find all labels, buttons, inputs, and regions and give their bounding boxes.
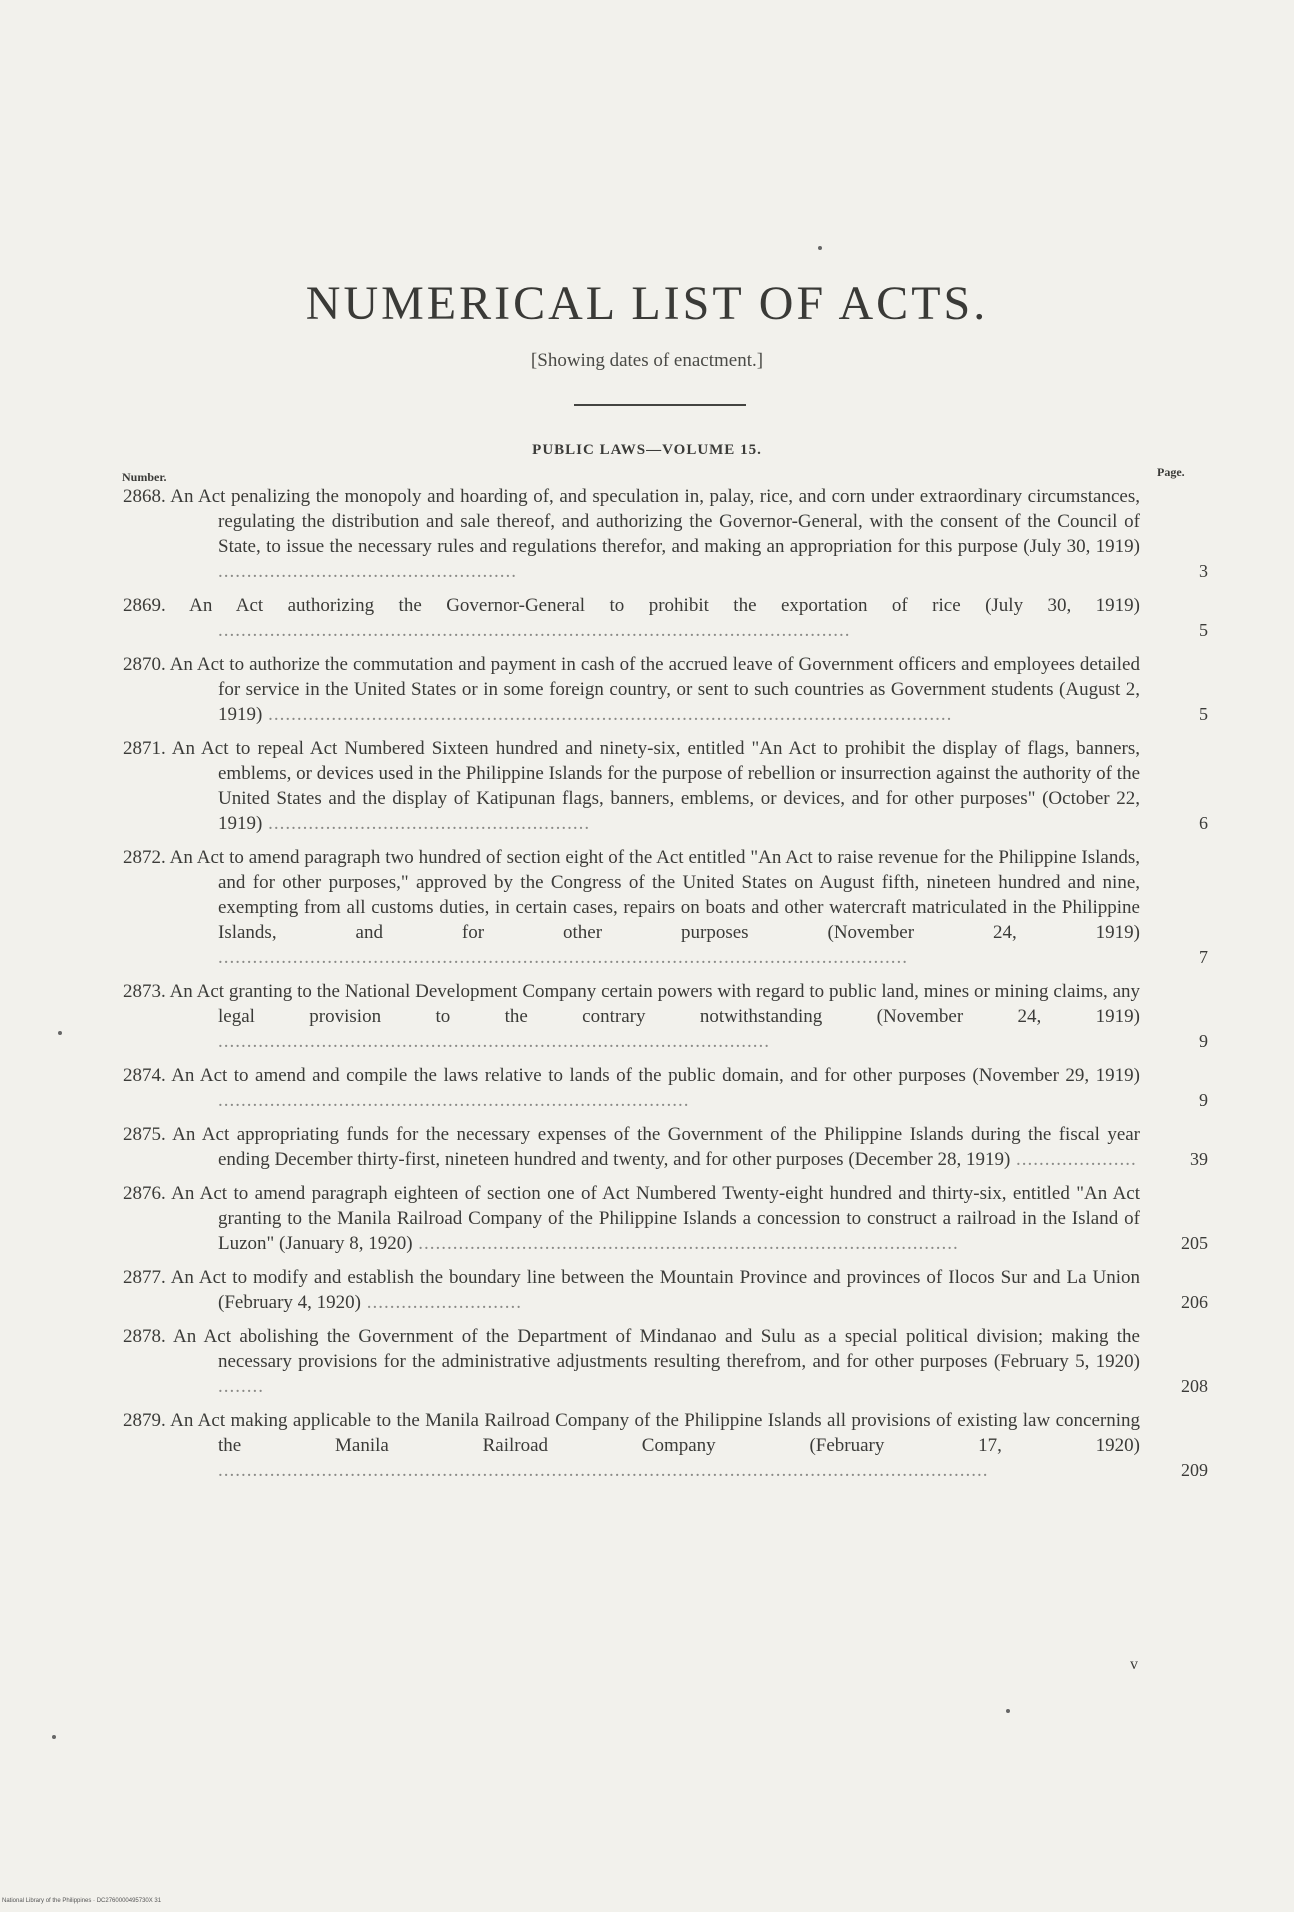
- act-number: 2870.: [123, 654, 166, 675]
- list-item: [0, 1063, 1294, 1113]
- leader-dots: ..............................................................................................................: [218, 620, 851, 641]
- list-item: [0, 1122, 1294, 1172]
- act-text: An Act granting to the National Development Company certain powers with regard to public land, mines or mining claims, any legal provision to the contrary notwithstanding (November 24, 1919): [169, 981, 1141, 1027]
- act-page: 206: [1181, 1292, 1208, 1312]
- act-page: 6: [1199, 813, 1208, 833]
- act-text: An Act to amend paragraph two hundred of section eight of the Act entitled "An Act to raise revenue for the Philippine Islands, and for other purposes," approved by the Congress of the United States on August fifth, nineteen hundred and nine, exempting from all customs duties, in certain cases, repairs on boats and other watercraft matriculated in the Philippine Islands, and for other purposes (November 24, 1919): [169, 847, 1141, 943]
- list-item: [0, 652, 1294, 727]
- act-page: 205: [1181, 1233, 1208, 1253]
- act-number: 2879.: [123, 1410, 166, 1431]
- acts-list: [0, 484, 1294, 1492]
- title-divider: [574, 404, 746, 406]
- act-number: 2875.: [123, 1124, 166, 1145]
- act-text: An Act to modify and establish the boundary line between the Mountain Province and provinces of Ilocos Sur and La Union (February 4, 1920): [170, 1267, 1140, 1313]
- act-number: 2872.: [123, 847, 166, 868]
- list-item: [0, 1408, 1294, 1483]
- act-page: 3: [1199, 561, 1208, 581]
- list-item: [0, 484, 1294, 584]
- scan-footer: National Library of the Philippines · DC2760000495730X 31: [2, 1898, 162, 1904]
- act-page: 9: [1199, 1090, 1208, 1110]
- list-item: [0, 593, 1294, 643]
- page-title: NUMERICAL LIST OF ACTS.: [305, 277, 989, 330]
- section-heading: PUBLIC LAWS—VOLUME 15.: [532, 442, 762, 458]
- act-number: 2874.: [123, 1065, 166, 1086]
- leader-dots: ........................................................: [262, 813, 591, 834]
- list-item: [0, 845, 1294, 970]
- act-text: An Act to amend and compile the laws relative to lands of the public domain, and for other purposes (November 29, 1919): [171, 1065, 1140, 1086]
- act-page: 7: [1199, 947, 1208, 967]
- leader-dots: ........: [218, 1376, 264, 1397]
- act-text: An Act to amend paragraph eighteen of section one of Act Numbered Twenty-eight hundred and thirty-six, entitled "An Act granting to the Manila Railroad Company of the Philippine Islands a concession to construct a railroad in the Island of Luzon" (January 8, 1920): [171, 1183, 1140, 1254]
- act-number: 2868.: [123, 486, 166, 507]
- page-column-label: Page.: [1157, 465, 1185, 479]
- act-text: An Act penalizing the monopoly and hoarding of, and speculation in, palay, rice, and corn under extraordinary circumstances, regulating the distribution and sale thereof, and authorizing the Governor-General, with the consent of the Council of State, to issue the necessary rules and regulations therefor, and making an appropriation for this purpose (July 30, 1919): [170, 486, 1140, 557]
- act-text: An Act making applicable to the Manila Railroad Company of the Philippine Islands all provisions of existing law concerning the Manila Railroad Company (February 17, 1920): [170, 1410, 1141, 1456]
- act-page: 9: [1199, 1031, 1208, 1051]
- act-number: 2869.: [123, 595, 166, 616]
- list-item: [0, 1181, 1294, 1256]
- act-text: An Act to authorize the commutation and payment in cash of the accrued leave of Government officers and employees detailed for service in the United States or in some foreign country, or sent to such countries as Government students (August 2, 1919): [169, 654, 1140, 725]
- leader-dots: .....................: [1010, 1149, 1137, 1170]
- scan-speck: [58, 1031, 62, 1035]
- list-item: [0, 979, 1294, 1054]
- act-text: An Act appropriating funds for the necessary expenses of the Government of the Philippine Islands during the fiscal year ending December thirty-first, nineteen hundred and twenty, and for other purposes (December 28, 1919): [172, 1124, 1141, 1170]
- scan-speck: [52, 1735, 56, 1739]
- leader-dots: ..................................................................................: [218, 1090, 690, 1111]
- act-number: 2878.: [123, 1326, 166, 1347]
- act-text: An Act to repeal Act Numbered Sixteen hundred and ninety-six, entitled "An Act to prohibit the display of flags, banners, emblems, or devices used in the Philippine Islands for the purpose of rebellion or insurrection against the authority of the United States and the display of Katipunan flags, banners, emblems, or devices, and for other purposes" (October 22, 1919): [171, 738, 1140, 834]
- list-item: [0, 1324, 1294, 1399]
- act-number: 2876.: [123, 1183, 166, 1204]
- act-text: An Act authorizing the Governor-General to prohibit the exportation of rice (July 30, 1919): [189, 595, 1141, 616]
- act-text: An Act abolishing the Government of the Department of Mindanao and Sulu as a special political division; making the necessary provisions for the administrative adjustments resulting therefrom, and for other purposes (February 5, 1920): [173, 1326, 1140, 1372]
- scan-speck: [1006, 1709, 1010, 1713]
- act-page: 5: [1199, 620, 1208, 640]
- leader-dots: ....................................................: [218, 561, 517, 582]
- act-number: 2873.: [123, 981, 166, 1002]
- act-page: 209: [1181, 1460, 1208, 1480]
- page-folio: v: [1130, 1656, 1138, 1673]
- number-column-label: Number.: [122, 470, 167, 484]
- act-page: 39: [1190, 1149, 1208, 1169]
- act-page: 208: [1181, 1376, 1208, 1396]
- scan-speck: [818, 246, 822, 250]
- leader-dots: ........................................................................................................................: [218, 947, 908, 968]
- act-number: 2877.: [123, 1267, 166, 1288]
- leader-dots: ................................................................................................: [218, 1031, 770, 1052]
- leader-dots: ......................................................................................................................................: [218, 1460, 989, 1481]
- leader-dots: .......................................................................................................................: [262, 704, 953, 725]
- list-item: [0, 1265, 1294, 1315]
- act-page: 5: [1199, 704, 1208, 724]
- leader-dots: ..............................................................................................: [412, 1233, 959, 1254]
- act-number: 2871.: [123, 738, 166, 759]
- list-item: [0, 736, 1294, 836]
- leader-dots: ...........................: [361, 1292, 522, 1313]
- page-subtitle: [Showing dates of enactment.]: [530, 350, 764, 371]
